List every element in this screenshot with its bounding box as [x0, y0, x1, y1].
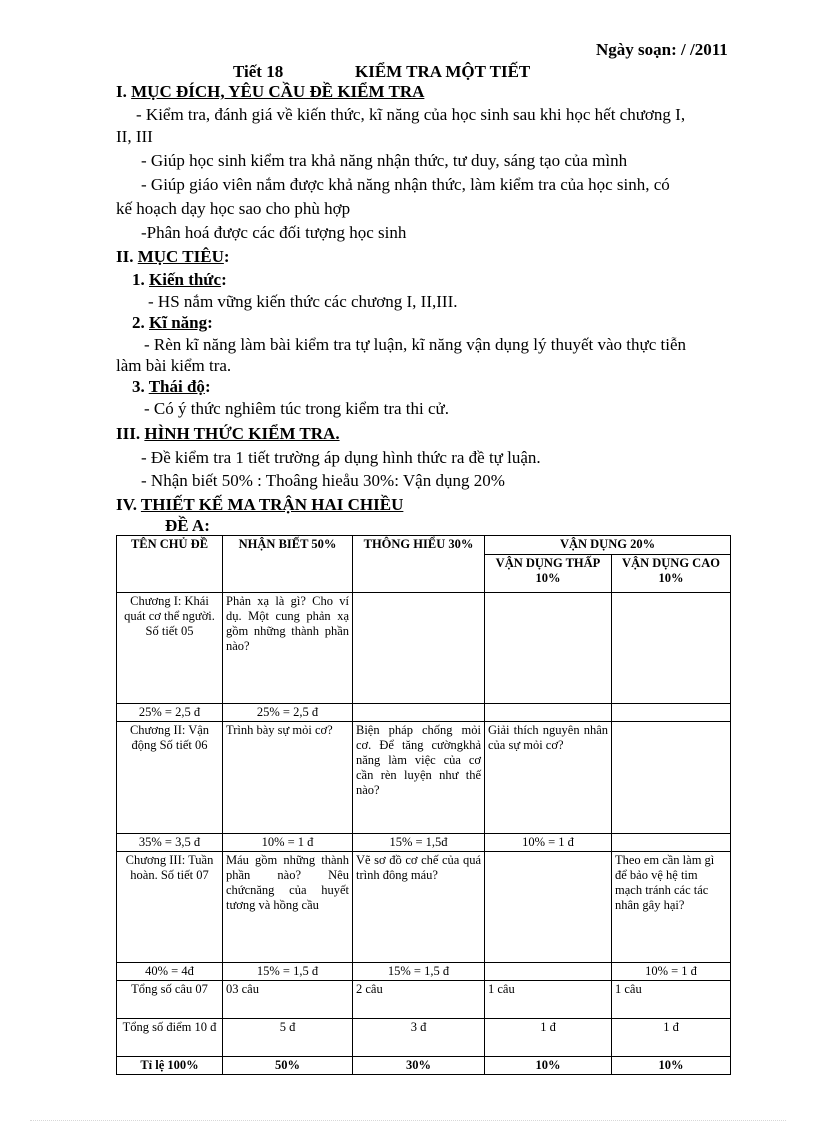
table-row — [117, 1019, 731, 1057]
question-chapter3-know: Máu gồm những thành phần nào? Nêu chứcnăng của huyết tương và hồng cầu — [223, 852, 353, 963]
score-chapter3-understand: 15% = 1,5 đ — [353, 963, 485, 981]
header-understand: THÔNG HIỂU 30% — [353, 536, 485, 593]
total-questions-apply-low: 1 câu — [485, 981, 612, 1019]
question-chapter3-understand: Vẽ sơ đồ cơ chế của quá trình đông máu? — [353, 852, 485, 963]
knowledge-text: - HS nắm vững kiến thức các chương I, II,III. — [148, 292, 458, 311]
exam-variant-label: ĐỀ A: — [165, 516, 210, 535]
total-points-know: 5 đ — [223, 1019, 353, 1057]
table-row — [117, 704, 731, 722]
table-row — [117, 1057, 731, 1075]
header-know: NHẬN BIẾT 50% — [223, 536, 353, 593]
attitude-text: - Có ý thức nghiêm túc trong kiểm tra thi cử. — [144, 399, 450, 418]
ratio-label: Tỉ lệ 100% — [117, 1057, 223, 1075]
section1-heading — [116, 82, 424, 102]
section1-line2: - Giúp học sinh kiểm tra khả năng nhận thức, tư duy, sáng tạo của mình — [141, 151, 628, 170]
section3-line2: - Nhận biết 50% : Thoâng hieåu 30%: Vận dụng 20% — [141, 471, 505, 490]
topic-chapter3: Chương III: Tuần hoàn. Số tiết 07 — [117, 852, 223, 963]
header-topic: TÊN CHỦ ĐỀ — [117, 536, 223, 593]
weight-chapter2: 35% = 3,5 đ — [117, 834, 223, 852]
section3-heading — [116, 424, 340, 444]
table-row — [117, 963, 731, 981]
total-points-understand: 3 đ — [353, 1019, 485, 1057]
table-row — [117, 722, 731, 834]
question-chapter2-know: Trình bày sự mỏi cơ? — [223, 722, 353, 834]
table-row — [117, 852, 731, 963]
date-label: Ngày soạn: / /2011 — [596, 40, 728, 59]
section1-line1a: - Kiểm tra, đánh giá về kiến thức, kĩ năng của học sinh sau khi học hết chương I, — [136, 105, 686, 124]
table-row — [117, 834, 731, 852]
total-points-apply-high: 1 đ — [612, 1019, 731, 1057]
section3-line1: - Đề kiểm tra 1 tiết trường áp dụng hình thức ra đề tự luận. — [141, 448, 541, 467]
section2-title: MỤC TIÊU — [137, 247, 224, 266]
skills-number: 2. — [132, 313, 145, 332]
skills-label: Kĩ năng — [149, 313, 208, 332]
score-chapter2-know: 10% = 1 đ — [223, 834, 353, 852]
attitude-label: Thái độ — [148, 377, 205, 396]
question-chapter3-apply-high: Theo em cần làm gì để bảo vệ hệ tim mạch tránh các tác nhân gây hại? — [612, 852, 731, 963]
section1-line3b: kế hoạch dạy học sao cho phù hợp — [116, 199, 351, 218]
section1-line4: -Phân hoá được các đối tượng học sinh — [141, 223, 407, 242]
weight-chapter3: 40% = 4đ — [117, 963, 223, 981]
section3-title: HÌNH THỨC KIỂM TRA. — [144, 424, 340, 443]
knowledge-number: 1. — [132, 270, 145, 289]
ratio-apply-high: 10% — [612, 1057, 731, 1075]
attitude-heading: 3. Thái độ: — [132, 377, 211, 396]
question-chapter2-understand: Biện pháp chống mỏi cơ. Để tăng cườngkhả năng làm việc của cơ cần rèn luyện như thế nào? — [353, 722, 485, 834]
section4-number: IV. — [116, 495, 137, 514]
section4-heading — [116, 495, 403, 515]
knowledge-label: Kiến thức — [149, 270, 222, 289]
section2-colon: : — [223, 247, 230, 266]
skills-heading: 2. Kĩ năng: — [132, 313, 213, 332]
header-apply-low: VẬN DỤNG THẤP 10% — [485, 555, 612, 593]
score-chapter3-apply-high: 10% = 1 đ — [612, 963, 731, 981]
total-points-label: Tổng số điểm 10 đ — [117, 1019, 223, 1057]
skills-text-b: làm bài kiểm tra. — [116, 356, 232, 375]
section4-title: THIẾT KẾ MA TRẬN HAI CHIỀU — [140, 495, 404, 514]
lesson-number: Tiết 18 — [233, 62, 284, 81]
assessment-matrix-table — [116, 535, 731, 1075]
table-row — [117, 593, 731, 704]
page-title: KIỂM TRA MỘT TIẾT — [355, 62, 531, 81]
question-chapter2-apply-low: Giải thích nguyên nhân của sự mỏi cơ? — [485, 722, 612, 834]
section2-heading — [116, 247, 230, 267]
total-questions-understand: 2 câu — [353, 981, 485, 1019]
ratio-apply-low: 10% — [485, 1057, 612, 1075]
total-points-apply-low: 1 đ — [485, 1019, 612, 1057]
topic-chapter1: Chương I: Khái quát cơ thể người. Số tiết 05 — [117, 593, 223, 704]
total-questions-label: Tổng số câu 07 — [117, 981, 223, 1019]
score-chapter1-know: 25% = 2,5 đ — [223, 704, 353, 722]
total-questions-know: 03 câu — [223, 981, 353, 1019]
table-row — [117, 981, 731, 1019]
section1-number: I. — [116, 82, 127, 101]
score-chapter2-apply-low: 10% = 1 đ — [485, 834, 612, 852]
section1-title: MỤC ĐÍCH, YÊU CẦU ĐỀ KIỂM TRA — [131, 82, 425, 101]
header-apply-high: VẬN DỤNG CAO 10% — [612, 555, 731, 593]
section3-number: III. — [116, 424, 141, 443]
skills-text-a: - Rèn kĩ năng làm bài kiểm tra tự luận, kĩ năng vận dụng lý thuyết vào thực tiễn — [144, 335, 686, 354]
score-chapter2-understand: 15% = 1,5đ — [353, 834, 485, 852]
knowledge-heading: 1. Kiến thức: — [132, 270, 227, 289]
question-chapter1-know: Phản xạ là gì? Cho ví dụ. Một cung phản xạ gồm những thành phần nào? — [223, 593, 353, 704]
ratio-know: 50% — [223, 1057, 353, 1075]
page-footer-divider — [30, 1120, 786, 1121]
section1-line3a: - Giúp giáo viên nắm được khả năng nhận thức, làm kiểm tra của học sinh, có — [141, 175, 670, 194]
section1-line1b: II, III — [116, 127, 153, 146]
total-questions-apply-high: 1 câu — [612, 981, 731, 1019]
section2-number: II. — [116, 247, 134, 266]
score-chapter3-know: 15% = 1,5 đ — [223, 963, 353, 981]
weight-chapter1: 25% = 2,5 đ — [117, 704, 223, 722]
ratio-understand: 30% — [353, 1057, 485, 1075]
topic-chapter2: Chương II: Vận động Số tiết 06 — [117, 722, 223, 834]
header-apply: VẬN DỤNG 20% — [485, 536, 731, 555]
attitude-number: 3. — [132, 377, 145, 396]
